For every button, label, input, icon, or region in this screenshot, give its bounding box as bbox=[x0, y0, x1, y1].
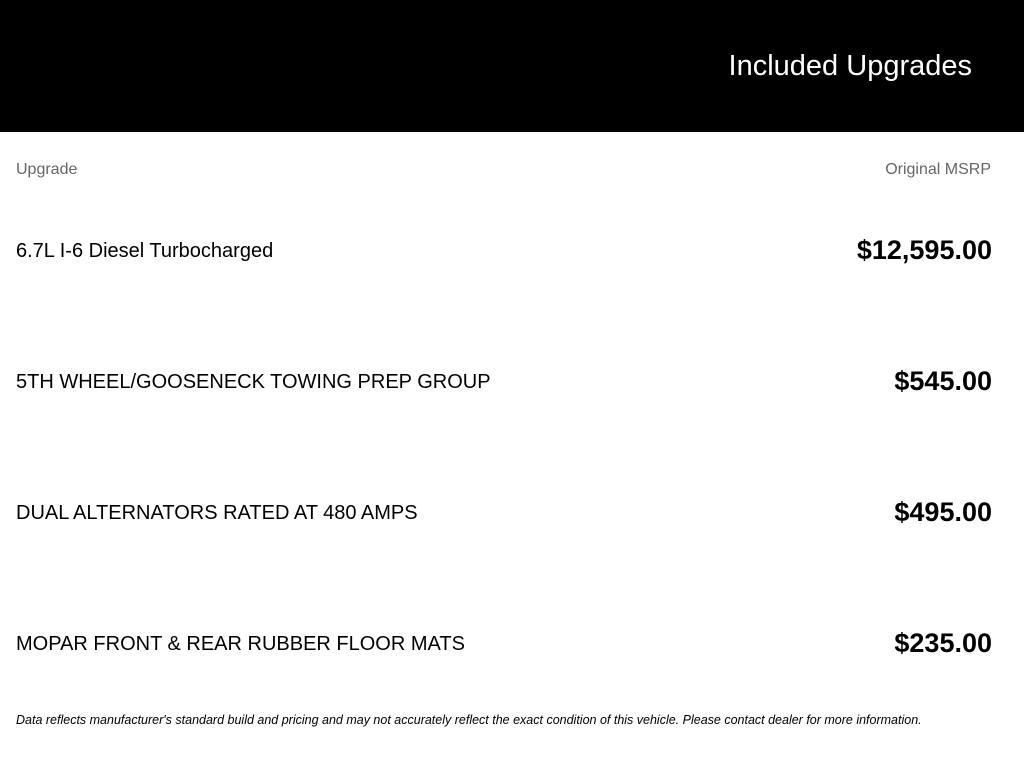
upgrade-price: $495.00 bbox=[894, 497, 992, 527]
page-title: Included Upgrades bbox=[728, 50, 972, 82]
column-header-msrp: Original MSRP bbox=[885, 161, 991, 178]
upgrade-row bbox=[16, 623, 992, 663]
upgrade-row bbox=[16, 230, 992, 270]
upgrade-price: $545.00 bbox=[894, 366, 992, 396]
upgrade-name: DUAL ALTERNATORS RATED AT 480 AMPS bbox=[16, 502, 418, 524]
upgrade-row bbox=[16, 361, 992, 401]
upgrade-price: $12,595.00 bbox=[856, 235, 992, 265]
upgrade-name: 6.7L I-6 Diesel Turbocharged bbox=[16, 240, 274, 262]
upgrade-name: MOPAR FRONT & REAR RUBBER FLOOR MATS bbox=[16, 633, 465, 655]
header-banner bbox=[0, 0, 1024, 132]
disclaimer-text: Data reflects manufacturer's standard build and pricing and may not accurately reflect the exact condition of this vehicle. Please contact dealer for more information. bbox=[16, 713, 922, 727]
column-header-upgrade: Upgrade bbox=[16, 161, 78, 178]
upgrade-row bbox=[16, 492, 992, 532]
upgrade-name: 5TH WHEEL/GOOSENECK TOWING PREP GROUP bbox=[16, 371, 491, 393]
upgrade-price: $235.00 bbox=[894, 628, 992, 658]
